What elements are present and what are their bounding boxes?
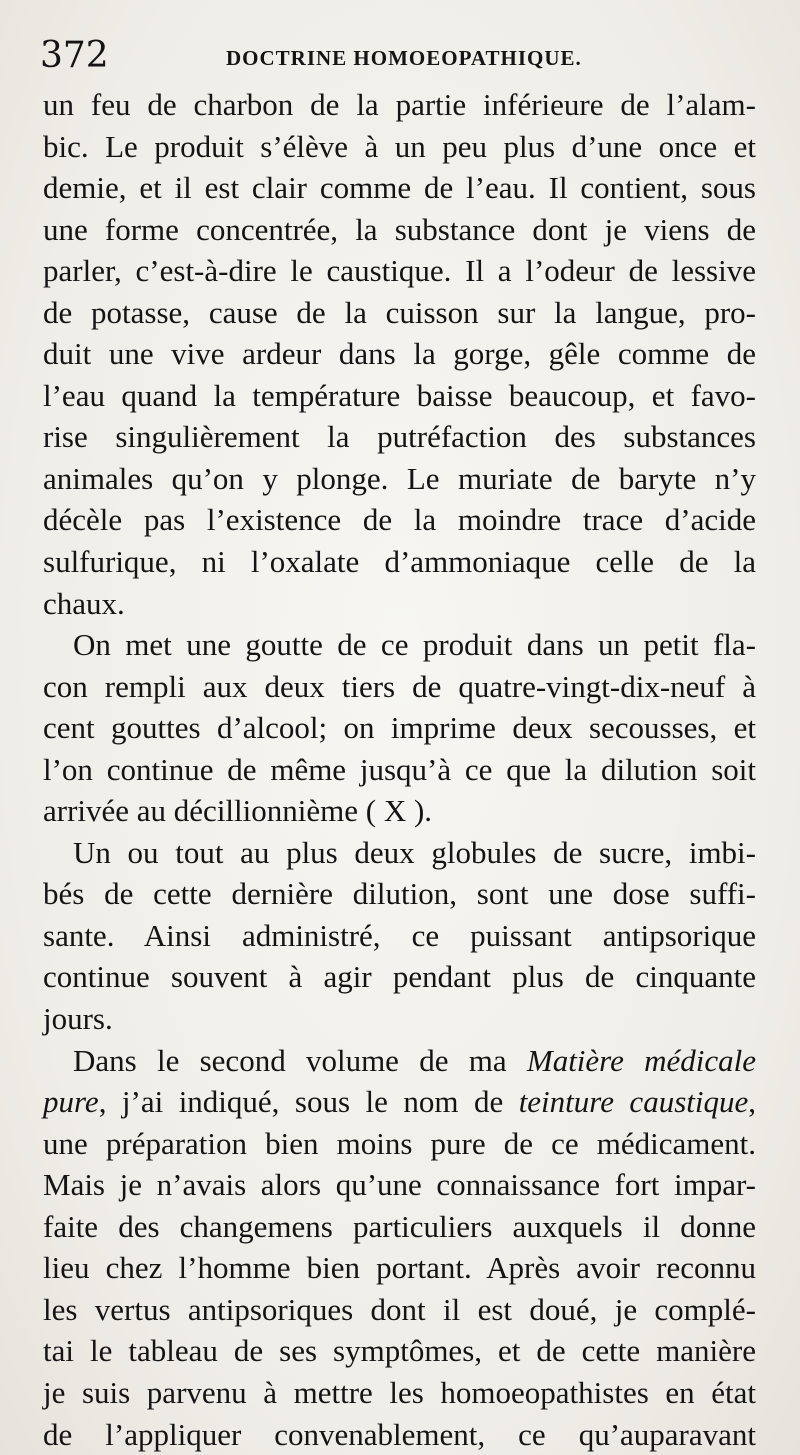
italic-title: pure — [43, 1084, 99, 1120]
text-line: l’on continue de même jusqu’à ce que la dilution soit — [43, 751, 756, 787]
text-line: parler, c’est-à-dire le caustique. Il a l’odeur de lessive — [43, 253, 756, 289]
text-line: de l’appliquer convenablement, ce qu’auparavant — [43, 1416, 756, 1452]
text-line: lieu chez l’homme bien portant. Après avoir reconnu — [43, 1250, 756, 1286]
text-line: animales qu’on y plonge. Le muriate de baryte n’y — [43, 460, 756, 496]
text-line: décèle pas l’existence de la moindre trace d’acide — [43, 502, 756, 538]
text-line: duit une vive ardeur dans la gorge, gêle comme de — [43, 336, 756, 372]
text-span: , — [748, 1084, 756, 1120]
text-line: je suis parvenu à mettre les homoeopathistes en état — [43, 1374, 756, 1410]
text-line — [43, 1081, 756, 1123]
text-line: chaux. — [43, 585, 125, 621]
text-line: demie, et il est clair comme de l’eau. Il contient, sous — [43, 170, 756, 206]
text-span: Dans le second volume de ma — [73, 1042, 527, 1078]
running-title: DOCTRINE HOMOEOPATHIQUE. — [226, 46, 582, 70]
text-line: jours. — [43, 1001, 113, 1037]
italic-title: Matière médicale — [526, 1042, 757, 1078]
paragraph-start-line: On met une goutte de ce produit dans un petit fla- — [73, 627, 756, 663]
italic-term: teinture caustique — [518, 1084, 749, 1120]
text-line: cent gouttes d’alcool; on imprime deux secousses, et — [43, 710, 756, 746]
page-number: 372 — [40, 35, 109, 76]
text-line: les vertus antipsoriques dont il est doué, je complé- — [43, 1291, 756, 1327]
body-text — [43, 84, 756, 1455]
text-line: sulfurique, ni l’oxalate d’ammoniaque celle de la — [43, 544, 756, 580]
text-line: tai le tableau de ses symptômes, et de cette manière — [43, 1333, 756, 1369]
text-line: bés de cette dernière dilution, sont une dose suffi- — [43, 876, 756, 912]
paragraph-start-line: Un ou tout au plus deux globules de sucre, imbi- — [73, 834, 756, 870]
text-line: l’eau quand la température baisse beaucoup, et favo- — [43, 377, 756, 413]
text-line: une préparation bien moins pure de ce médicament. — [43, 1125, 756, 1161]
text-line: continue souvent à agir pendant plus de cinquante — [43, 959, 756, 995]
text-line: une forme concentrée, la substance dont je viens de — [43, 211, 756, 247]
text-line: faite des changemens particuliers auxquels il donne — [43, 1208, 756, 1244]
paragraph-start-line — [43, 1040, 756, 1082]
text-line: bic. Le produit s’élève à un peu plus d’une once et — [43, 128, 756, 164]
text-line: rise singulièrement la putréfaction des substances — [43, 419, 756, 455]
text-line: con rempli aux deux tiers de quatre-vingt-dix-neuf à — [43, 668, 756, 704]
text-line: sante. Ainsi administré, ce puissant antipsorique — [43, 917, 756, 953]
running-head — [40, 36, 780, 76]
text-line: Mais je n’avais alors qu’une connaissance fort impar- — [43, 1167, 756, 1203]
text-line: arrivée au décillionnième ( X ). — [43, 793, 433, 829]
text-line: de potasse, cause de la cuisson sur la langue, pro- — [43, 294, 756, 330]
text-line: un feu de charbon de la partie inférieure de l’alam- — [43, 87, 756, 122]
text-span: , j’ai indiqué, sous le nom de — [98, 1084, 519, 1120]
